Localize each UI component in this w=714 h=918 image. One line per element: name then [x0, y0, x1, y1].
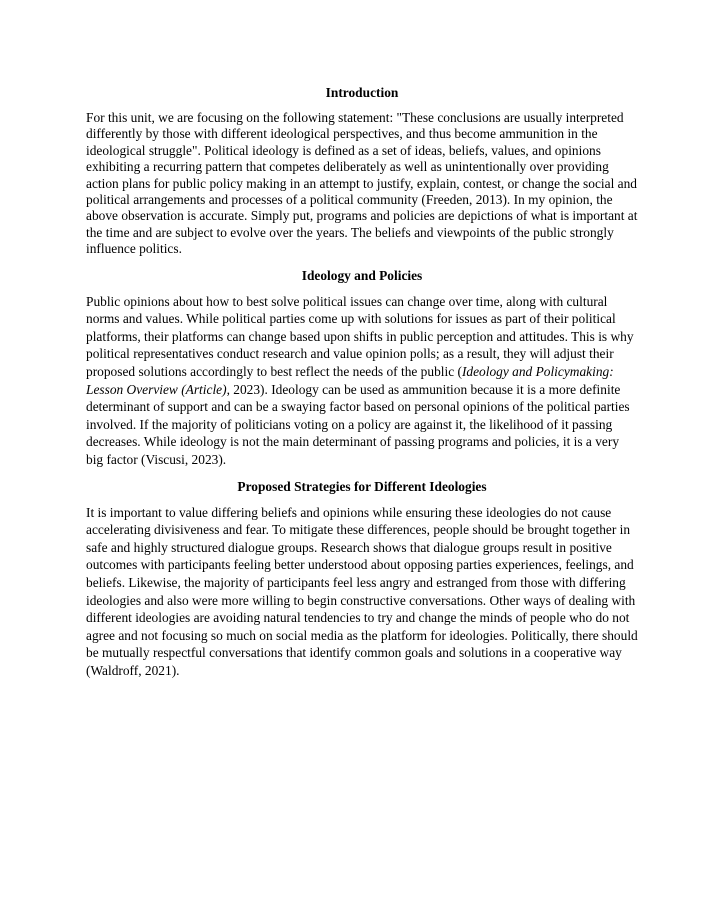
- section-heading-introduction: Introduction: [325, 85, 399, 100]
- document-page: [86, 84, 638, 680]
- paragraph-text-before-citation: Public opinions about how to best solve political issues can change over time, along with cultural norms and values. While political parties come up with solutions for issues as part of their political platforms, their platforms can change based upon shifts in public perception and attitudes. This is why political representatives conduct research and value opinion polls; as a result, they will adjust their proposed solutions accordingly to best reflect the needs of the public (: [86, 293, 634, 380]
- citation-title: Ideology and Policymaking: Lesson Overview (Article): [86, 364, 614, 397]
- introduction-paragraph: For this unit, we are focusing on the following statement: "These conclusions are usually interpreted differently by those with different ideological perspectives, and thus become ammunition in the ideological struggle". Political ideology is defined as a set of ideas, beliefs, values, and opinions exhibiting a recurring pattern that competes deliberately as well as unintentionally over providing action plans for public policy making in an attempt to justify, explain, contest, or change the social and political arrangements and processes of a political community (Freeden, 2013). In my opinion, the above observation is accurate. Simply put, programs and policies are depictions of what is important at the time and are subject to evolve over the years. The beliefs and viewpoints of the public strongly influence politics.: [86, 110, 638, 257]
- section-heading-proposed-strategies: Proposed Strategies for Different Ideologies: [237, 478, 487, 494]
- ideology-and-policies-paragraph: [86, 293, 638, 469]
- paragraph-text-after-citation: , 2023). Ideology can be used as ammunition because it is a more definite determinant of support and can be a swaying factor based on personal opinions of the political parties involved. If the majority of politicians voting on a policy are against it, the likelihood of it passing decreases. While ideology is not the main determinant of passing programs and policies, it is a very big factor (Viscusi, 2023).: [86, 381, 630, 467]
- proposed-strategies-paragraph: It is important to value differing beliefs and opinions while ensuring these ideologies do not cause accelerating divisiveness and fear. To mitigate these differences, people should be brought together in safe and highly structured dialogue groups. Research shows that dialogue groups result in positive outcomes with participants feeling better understood about opposing parties experiences, feelings, and beliefs. Likewise, the majority of participants feel less angry and estranged from those with differing ideologies and also were more willing to begin constructive conversations. Other ways of dealing with different ideologies are avoiding natural tendencies to try and change the minds of people who do not agree and not focusing so much on social media as the platform for ideologies. Politically, there should be mutually respectful conversations that identify common goals and solutions in a cooperative way (Waldroff, 2021).: [86, 504, 638, 678]
- section-heading-ideology-and-policies: Ideology and Policies: [301, 267, 423, 283]
